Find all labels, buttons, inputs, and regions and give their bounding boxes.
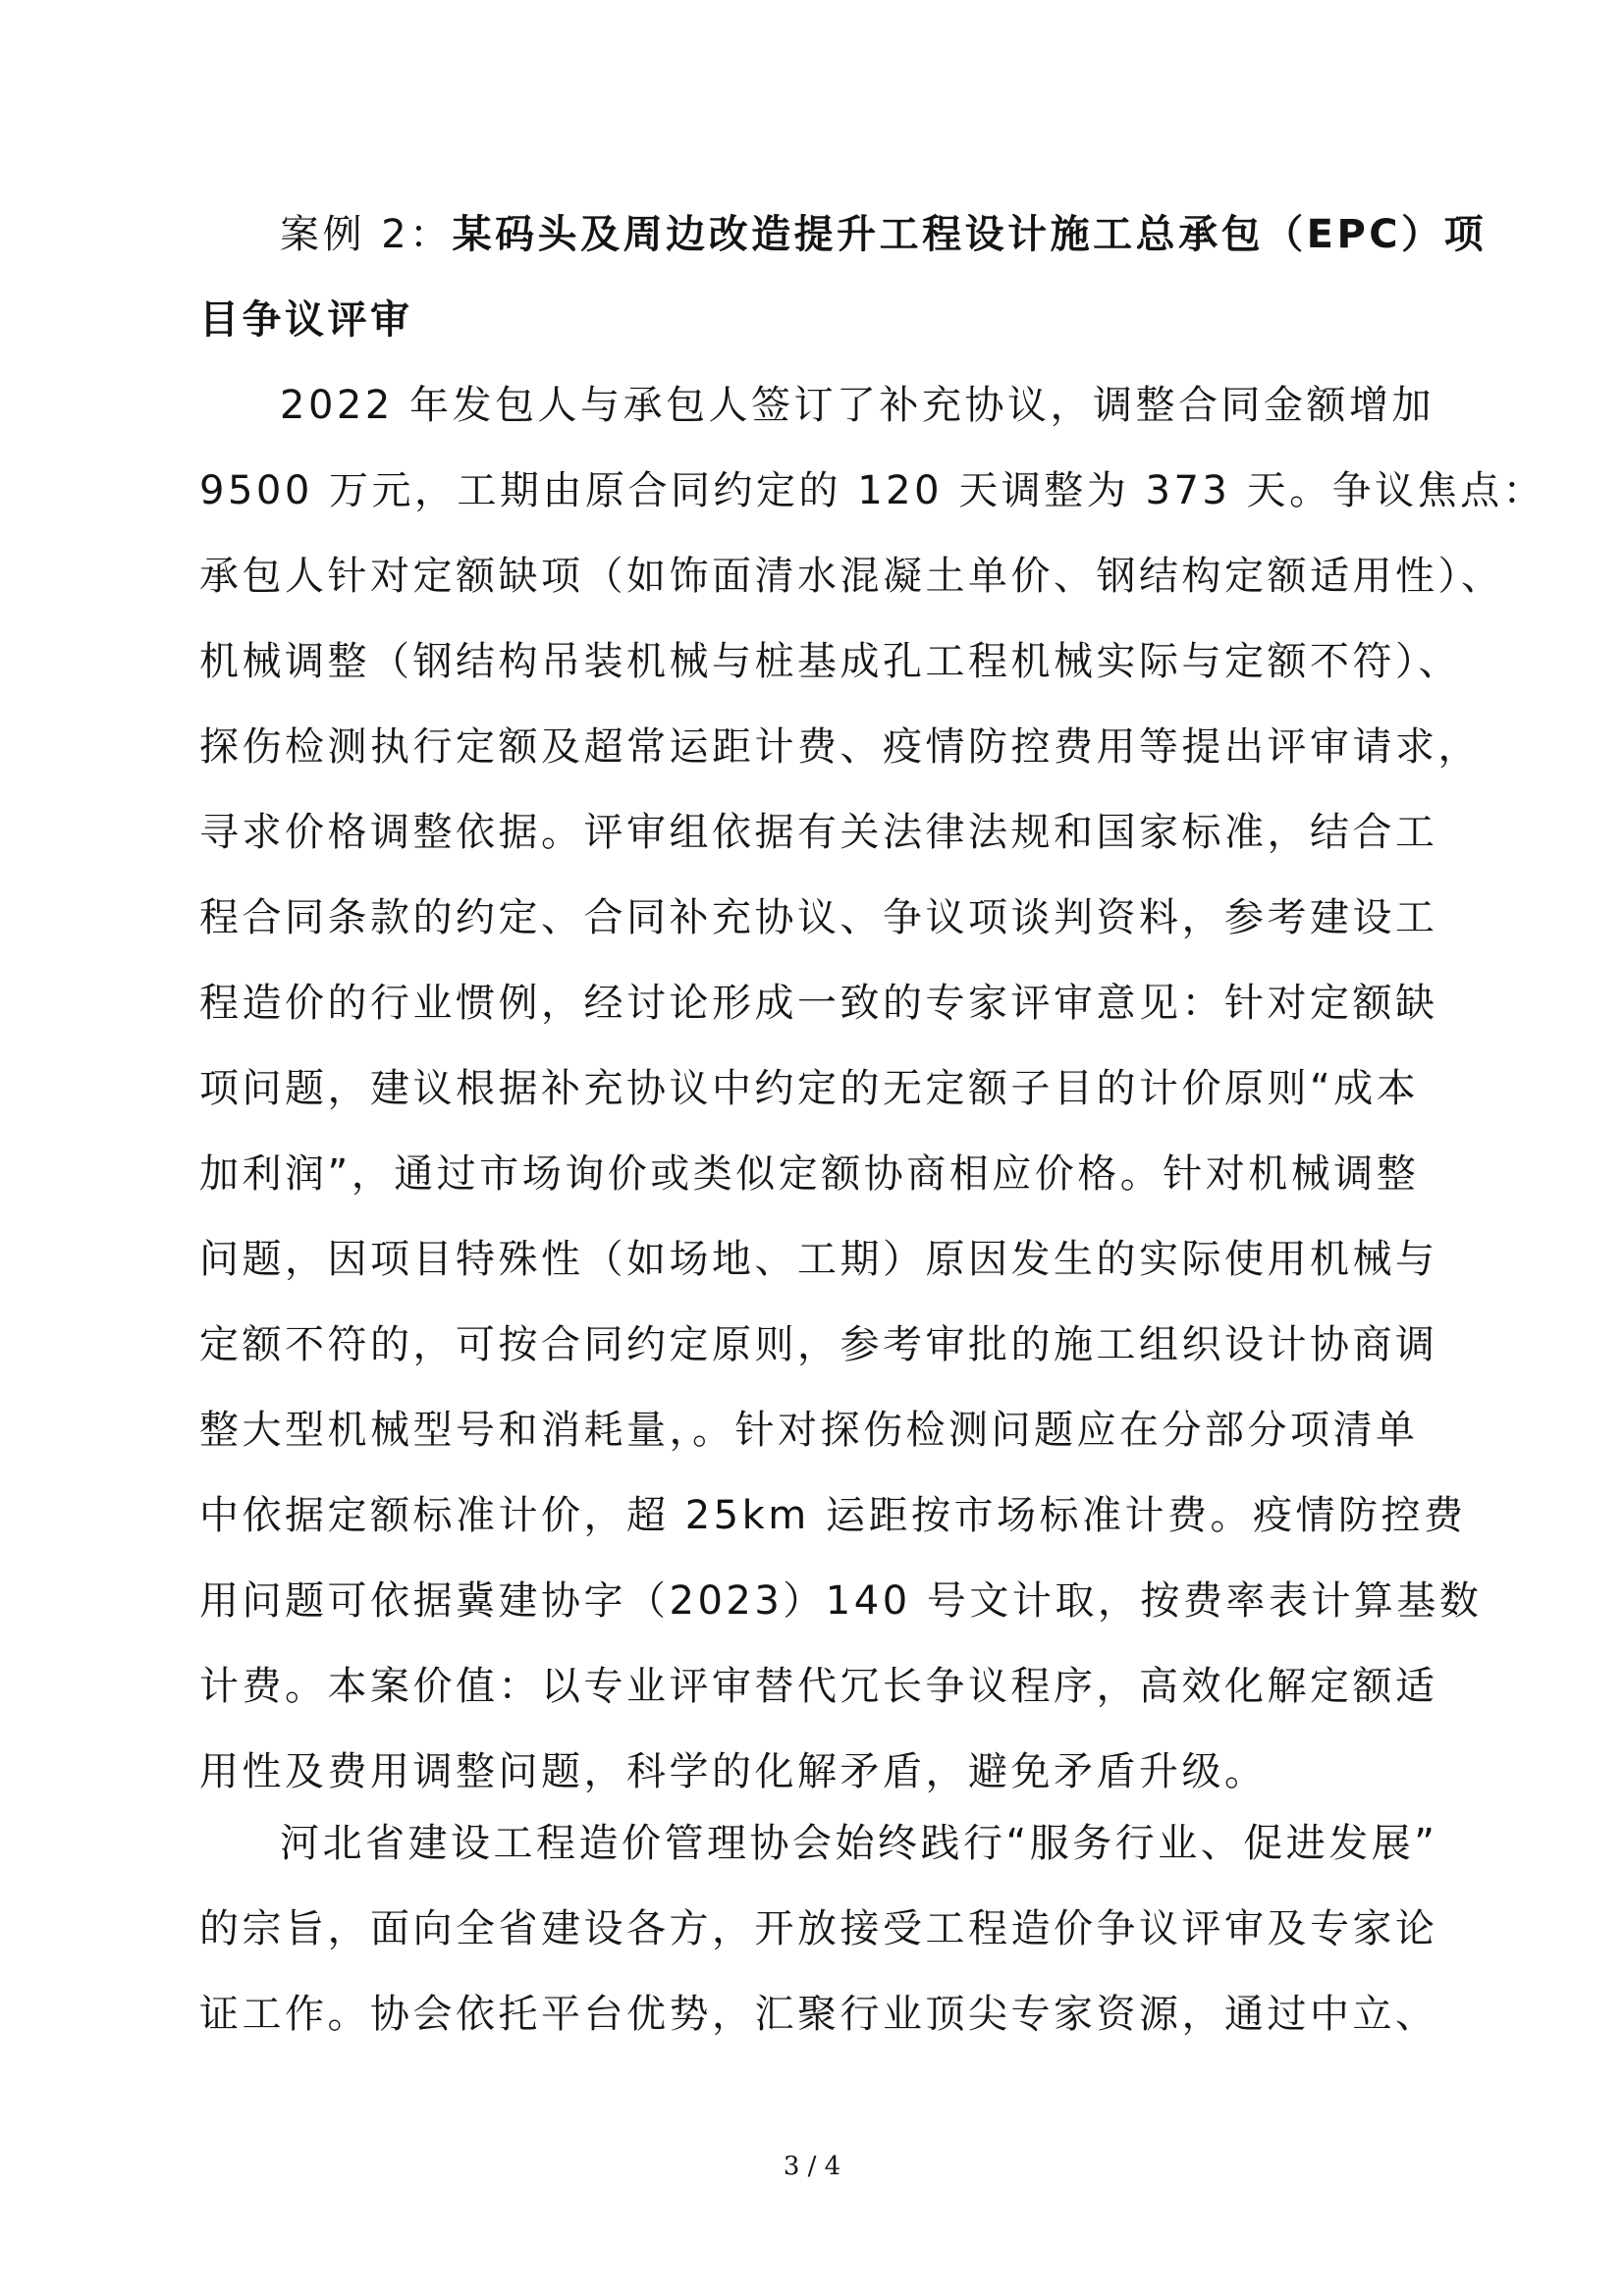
paragraph-line: 2022 年发包人与承包人签订了补充协议，调整合同金额增加 [280, 383, 1435, 428]
paragraph-line: 河北省建设工程造价管理协会始终践行“服务行业、促进发展” [280, 1821, 1438, 1866]
paragraph-line: 问题，因项目特殊性（如场地、工期）原因发生的实际使用机械与 [199, 1237, 1438, 1282]
paragraph-line: 定额不符的，可按合同约定原则，参考审批的施工组织设计协商调 [199, 1322, 1438, 1367]
paragraph-line: 整大型机械型号和消耗量，。针对探伤检测问题应在分部分项清单 [199, 1408, 1419, 1453]
page-number: 3 / 4 [783, 2152, 841, 2181]
paragraph-line: 寻求价格调整依据。评审组依据有关法律法规和国家标准，结合工 [199, 810, 1438, 855]
paragraph-line: 探伤检测执行定额及超常运距计费、疫情防控费用等提出评审请求， [199, 724, 1481, 770]
case-title-line-1 [199, 192, 1488, 278]
paragraph-line: 的宗旨，面向全省建设各方，开放接受工程造价争议评审及专家论 [199, 1906, 1438, 1951]
case-title [199, 192, 1488, 363]
case-title-line-2: 目争议评审 [199, 297, 413, 343]
paragraph-line: 9500 万元，工期由原合同约定的 120 天调整为 373 天。争议焦点： [199, 468, 1546, 513]
paragraph-line: 承包人针对定额缺项（如饰面清水混凝土单价、钢结构定额适用性）、 [199, 554, 1504, 599]
paragraph-line: 计费。本案价值：以专业评审替代冗长争议程序，高效化解定额适 [199, 1664, 1438, 1709]
case-title-prefix: 案例 2： [280, 212, 453, 257]
association-paragraph [199, 1801, 1438, 2057]
case-paragraph [199, 363, 1546, 1815]
paragraph-line: 用性及费用调整问题，科学的化解矛盾，避免矛盾升级。 [199, 1749, 1268, 1794]
paragraph-line: 机械调整（钢结构吊装机械与桩基成孔工程机械实际与定额不符）、 [199, 639, 1461, 684]
paragraph-line: 中依据定额标准计价，超 25km 运距按市场标准计费。疫情防控费 [199, 1493, 1467, 1538]
paragraph-line: 程造价的行业惯例，经讨论形成一致的专家评审意见：针对定额缺 [199, 981, 1438, 1026]
paragraph-line: 用问题可依据冀建协字（2023）140 号文计取，按费率表计算基数 [199, 1578, 1483, 1624]
paragraph-line: 证工作。协会依托平台优势，汇聚行业顶尖专家资源，通过中立、 [199, 1992, 1438, 2037]
paragraph-line: 加利润”，通过市场询价或类似定额协商相应价格。针对机械调整 [199, 1151, 1420, 1197]
paragraph-line: 程合同条款的约定、合同补充协议、争议项谈判资料，参考建设工 [199, 895, 1438, 940]
case-title-main: 某码头及周边改造提升工程设计施工总承包（EPC）项 [452, 212, 1488, 257]
paragraph-line: 项问题，建议根据补充协议中约定的无定额子目的计价原则“成本 [199, 1066, 1420, 1111]
